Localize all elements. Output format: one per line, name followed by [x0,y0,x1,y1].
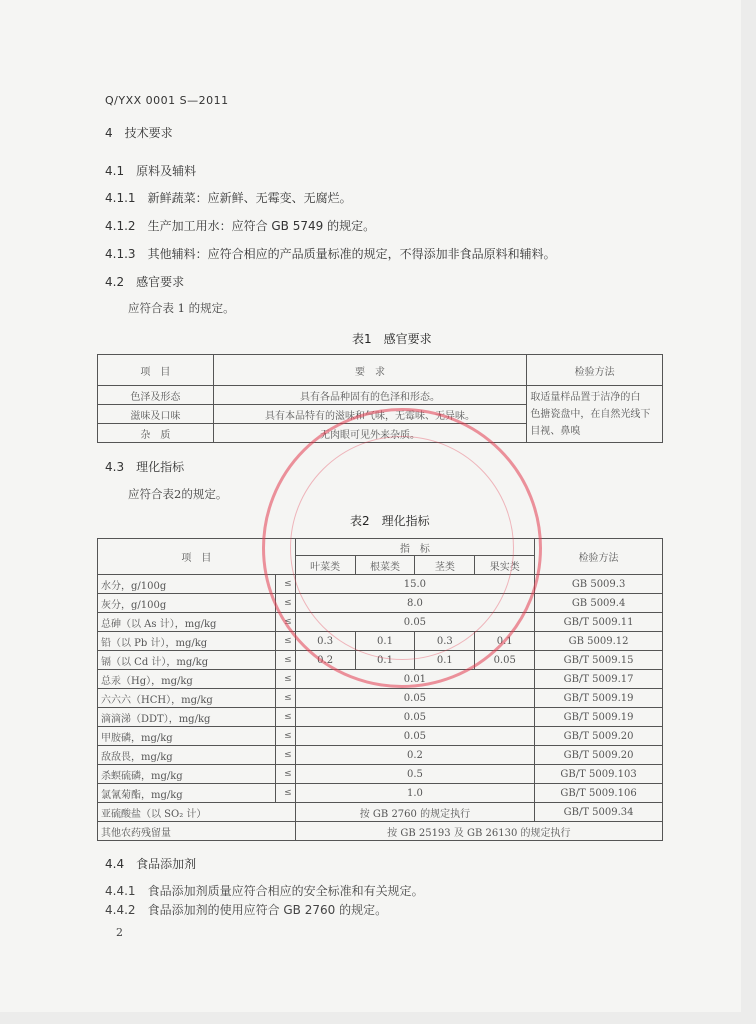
sensory-table [97,354,663,443]
row-value: 0.05 [295,727,534,746]
row-value: 0.1 [355,632,415,651]
row-item: 亚硫酸盐（以 SO₂ 计） [98,803,296,822]
row-le-symbol: ≤ [275,670,295,689]
method-line: 目视、鼻嗅 [530,425,581,437]
row-item: 六六六（HCH），mg/kg [98,689,276,708]
header-index: 指 标 [295,539,534,556]
table-row [98,765,663,784]
table-row [98,594,663,613]
row-value: 0.3 [415,632,475,651]
header-requirement: 要 求 [213,355,527,386]
section-number: 4.1.1 [105,191,136,205]
row-method: GB/T 5009.19 [535,708,663,727]
row-value: 0.01 [295,670,534,689]
section-title: 食品添加剂 [136,857,197,871]
table-row [98,689,663,708]
row-le-symbol: ≤ [275,594,295,613]
row-requirement: 具有各品种固有的色泽和形态。 [213,386,527,405]
table-row [98,803,663,822]
row-value: 0.1 [475,632,535,651]
method-line: 色搪瓷盘中，在自然光线下 [530,408,651,420]
standard-number: Q/YXX 0001 S—2011 [105,94,229,107]
section-title: 技术要求 [124,126,173,140]
row-item: 总汞（Hg），mg/kg [98,670,276,689]
physicochemical-table [97,538,663,841]
row-item: 灰分，g/100g [98,594,276,613]
section-title: 食品添加剂质量应符合相应的安全标准和有关规定。 [147,884,424,898]
row-le-symbol: ≤ [275,727,295,746]
method-line: 取适量样品置于洁净的白 [530,391,641,403]
row-item: 甲胺磷，mg/kg [98,727,276,746]
table-header-row [98,355,663,386]
row-item: 氯氰菊酯，mg/kg [98,784,276,803]
table-row [98,651,663,670]
row-item: 滴滴涕（DDT），mg/kg [98,708,276,727]
section-title: 其他辅料：应符合相应的产品质量标准的规定，不得添加非食品原料和辅料。 [147,247,556,261]
row-requirement: 无肉眼可见外来杂质。 [213,424,527,443]
row-value: 0.1 [355,651,415,670]
row-value: 按 GB 2760 的规定执行 [295,803,534,822]
row-value: 0.2 [295,746,534,765]
row-value: 1.0 [295,784,534,803]
row-requirement: 具有本品特有的滋味和气味，无霉味、无异味。 [213,405,527,424]
section-number: 4.4 [105,857,125,871]
row-item: 杂 质 [98,424,214,443]
row-value: 0.5 [295,765,534,784]
table-row [98,632,663,651]
table-row [98,670,663,689]
row-value: 8.0 [295,594,534,613]
row-item: 杀螟硫磷，mg/kg [98,765,276,784]
row-le-symbol: ≤ [275,765,295,784]
row-method: GB/T 5009.19 [535,689,663,708]
row-item: 滋味及口味 [98,405,214,424]
section-number: 4.1.2 [105,219,136,233]
header-method: 检验方法 [535,539,663,575]
row-item: 铅（以 Pb 计），mg/kg [98,632,276,651]
header-item: 项 目 [98,355,214,386]
section-4-3 [105,458,184,475]
row-method: GB/T 5009.34 [535,803,663,822]
row-le-symbol: ≤ [275,575,295,594]
table-row [98,613,663,632]
row-item: 水分，g/100g [98,575,276,594]
table1-reference: 应符合表 1 的规定。 [128,301,235,315]
row-value: 15.0 [295,575,534,594]
row-method: GB 5009.4 [535,594,663,613]
section-4-2 [105,273,184,290]
section-title: 新鲜蔬菜：应新鲜、无霉变、无腐烂。 [147,191,352,205]
row-le-symbol: ≤ [275,651,295,670]
table1-caption: 表1 感官要求 [352,332,432,346]
section-4-1 [105,162,196,179]
section-4-4 [105,855,196,872]
row-item: 总砷（以 As 计），mg/kg [98,613,276,632]
subheader-leafy: 叶菜类 [295,556,355,575]
section-4-1-3 [105,245,556,262]
section-number: 4.4.2 [105,903,136,917]
row-method: GB 5009.12 [535,632,663,651]
table-header-row [98,539,663,556]
table-row [98,708,663,727]
table2-body [98,575,663,803]
section-number: 4.2 [105,275,125,289]
section-title: 理化指标 [136,460,185,474]
row-value: 0.05 [295,613,534,632]
table-row [98,386,663,405]
row-value: 0.05 [475,651,535,670]
row-value: 0.1 [415,651,475,670]
row-method: GB/T 5009.20 [535,746,663,765]
row-method: GB/T 5009.103 [535,765,663,784]
method-cell [527,386,663,443]
section-4-4-1 [105,882,424,899]
section-4 [105,124,173,141]
row-value: 0.05 [295,708,534,727]
subheader-fruit: 果实类 [475,556,535,575]
page-number: 2 [116,926,123,939]
row-method: GB/T 5009.106 [535,784,663,803]
row-item: 色泽及形态 [98,386,214,405]
row-le-symbol: ≤ [275,689,295,708]
section-number: 4.1.3 [105,247,136,261]
row-value: 0.2 [295,651,355,670]
row-le-symbol: ≤ [275,708,295,727]
row-value: 按 GB 25193 及 GB 26130 的规定执行 [295,822,662,841]
table-row [98,575,663,594]
row-item: 其他农药残留量 [98,822,296,841]
section-number: 4.3 [105,460,125,474]
section-number: 4.4.1 [105,884,136,898]
row-item: 镉（以 Cd 计），mg/kg [98,651,276,670]
row-method: GB 5009.3 [535,575,663,594]
row-method: GB/T 5009.17 [535,670,663,689]
row-le-symbol: ≤ [275,784,295,803]
row-value: 0.3 [295,632,355,651]
row-item: 敌敌畏，mg/kg [98,746,276,765]
section-number: 4 [105,126,113,140]
table2-caption: 表2 理化指标 [350,514,430,528]
row-method: GB/T 5009.20 [535,727,663,746]
row-le-symbol: ≤ [275,613,295,632]
section-title: 生产加工用水：应符合 GB 5749 的规定。 [147,219,376,233]
row-method: GB/T 5009.11 [535,613,663,632]
header-item: 项 目 [98,539,296,575]
row-value: 0.05 [295,689,534,708]
section-title: 食品添加剂的使用应符合 GB 2760 的规定。 [147,903,388,917]
table-row [98,784,663,803]
table-row [98,727,663,746]
table-row [98,746,663,765]
row-method: GB/T 5009.15 [535,651,663,670]
table-row [98,822,663,841]
subheader-root: 根菜类 [355,556,415,575]
section-title: 原料及辅料 [136,164,197,178]
row-le-symbol: ≤ [275,632,295,651]
table2-reference: 应符合表2的规定。 [128,487,228,501]
section-4-4-2 [105,901,387,918]
subheader-stem: 茎类 [415,556,475,575]
header-method: 检验方法 [527,355,663,386]
section-4-1-2 [105,217,375,234]
section-4-1-1 [105,189,352,206]
section-number: 4.1 [105,164,125,178]
section-title: 感官要求 [136,275,185,289]
row-le-symbol: ≤ [275,746,295,765]
